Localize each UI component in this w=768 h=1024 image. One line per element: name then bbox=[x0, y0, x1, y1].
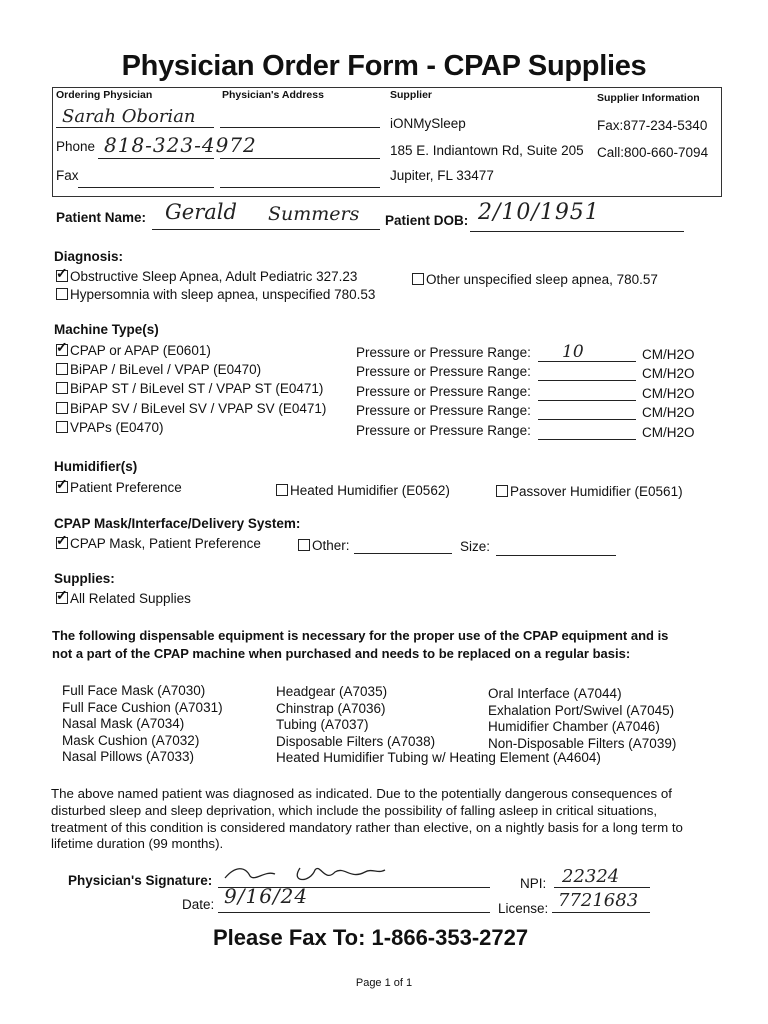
ordering-physician-label: Ordering Physician bbox=[56, 89, 153, 101]
diagnosis-hypersomnia-checkbox[interactable] bbox=[56, 288, 68, 300]
physician-address-label: Physician's Address bbox=[222, 89, 324, 101]
fax-line-2 bbox=[220, 187, 380, 188]
machine-vpaps-label: VPAPs (E0470) bbox=[70, 420, 164, 435]
col1-item: Nasal Pillows (A7033) bbox=[62, 749, 195, 764]
machine-cpap-label: CPAP or APAP (E0601) bbox=[70, 343, 211, 358]
col2-item: Tubing (A7037) bbox=[276, 717, 369, 732]
machine-bipap[interactable] bbox=[56, 362, 261, 377]
col2-item: Headgear (A7035) bbox=[276, 684, 388, 699]
phone-line bbox=[98, 158, 214, 159]
diagnosis-other[interactable] bbox=[412, 272, 658, 287]
humidifier-passover[interactable] bbox=[496, 484, 683, 499]
machine-bipap-checkbox[interactable] bbox=[56, 363, 68, 375]
license-line bbox=[552, 912, 650, 913]
supplier-address-2: Jupiter, FL 33477 bbox=[390, 168, 494, 183]
machine-bipap-st-label: BiPAP ST / BiLevel ST / VPAP ST (E0471) bbox=[70, 381, 324, 396]
unit-4: CM/H2O bbox=[642, 405, 695, 420]
machine-vpaps[interactable] bbox=[56, 420, 164, 435]
col1-item: Nasal Mask (A7034) bbox=[62, 716, 185, 731]
machine-cpap-checkbox[interactable] bbox=[56, 344, 68, 356]
mask-size-label: Size: bbox=[460, 539, 491, 554]
supplier-call: Call:800-660-7094 bbox=[597, 145, 709, 160]
machine-bipap-sv[interactable] bbox=[56, 401, 326, 416]
machine-bipap-sv-checkbox[interactable] bbox=[56, 402, 68, 414]
date-label: Date: bbox=[182, 897, 215, 912]
machine-cpap[interactable] bbox=[56, 343, 211, 358]
physician-name-line bbox=[56, 127, 214, 128]
diagnosis-hypersomnia-label: Hypersomnia with sleep apnea, unspecified 780.53 bbox=[70, 287, 376, 302]
patient-name-line bbox=[152, 229, 380, 230]
machine-bipap-label: BiPAP / BiLevel / VPAP (E0470) bbox=[70, 362, 262, 377]
supplier-info-label: Supplier Information bbox=[597, 92, 700, 104]
pressure-label-3: Pressure or Pressure Range: bbox=[356, 384, 531, 399]
patient-first-name[interactable]: Gerald bbox=[165, 200, 237, 224]
col1-item: Mask Cushion (A7032) bbox=[62, 732, 200, 748]
supplier-address-1: 185 E. Indiantown Rd, Suite 205 bbox=[390, 143, 584, 158]
mask-preference-label: CPAP Mask, Patient Preference bbox=[70, 536, 261, 551]
patient-dob-value[interactable]: 2/10/1951 bbox=[478, 200, 600, 225]
patient-dob-label: Patient DOB: bbox=[385, 213, 469, 228]
statement-line-4: lifetime duration (99 months). bbox=[51, 836, 224, 851]
diagnosis-other-checkbox[interactable] bbox=[412, 273, 424, 285]
diagnosis-heading: Diagnosis: bbox=[54, 249, 124, 264]
machine-bipap-sv-label: BiPAP SV / BiLevel SV / VPAP SV (E0471) bbox=[70, 401, 327, 416]
fax-label: Fax bbox=[56, 168, 79, 183]
humidifier-preference[interactable] bbox=[56, 480, 182, 495]
humidifier-heading: Humidifier(s) bbox=[54, 459, 138, 474]
diagnosis-osa[interactable] bbox=[56, 269, 357, 284]
pressure-label-5: Pressure or Pressure Range: bbox=[356, 423, 531, 438]
humidifier-heated-checkbox[interactable] bbox=[276, 484, 288, 496]
unit-1: CM/H2O bbox=[642, 347, 695, 362]
col3-item: Oral Interface (A7044) bbox=[488, 686, 622, 701]
statement-line-3: treatment of this condition is considered mandatory rather than elective, on a nightly basis for a long term to bbox=[51, 820, 683, 835]
patient-name-label: Patient Name: bbox=[56, 210, 147, 225]
humidifier-heated[interactable] bbox=[276, 483, 450, 498]
dispensable-column-1 bbox=[62, 683, 223, 766]
humidifier-preference-checkbox[interactable] bbox=[56, 481, 68, 493]
pressure-value-1[interactable]: 10 bbox=[562, 342, 584, 362]
col2-item: Disposable Filters (A7038) bbox=[276, 733, 436, 749]
npi-line bbox=[554, 887, 650, 888]
humidifier-preference-label: Patient Preference bbox=[70, 480, 182, 495]
machine-bipap-st-checkbox[interactable] bbox=[56, 382, 68, 394]
npi-label: NPI: bbox=[520, 876, 547, 891]
fax-line bbox=[78, 187, 214, 188]
diagnosis-other-label: Other unspecified sleep apnea, 780.57 bbox=[426, 272, 658, 287]
npi-value[interactable]: 22324 bbox=[562, 866, 620, 887]
col3-item: Humidifier Chamber (A7046) bbox=[488, 719, 660, 734]
mask-heading: CPAP Mask/Interface/Delivery System: bbox=[54, 516, 301, 531]
unit-2: CM/H2O bbox=[642, 366, 695, 381]
date-line bbox=[218, 912, 490, 913]
pressure-label-1: Pressure or Pressure Range: bbox=[356, 345, 531, 360]
supplier-name: iONMySleep bbox=[390, 116, 466, 131]
pressure-line-4 bbox=[538, 419, 636, 420]
statement-line-1: The above named patient was diagnosed as indicated. Due to the potentially dangerous consequences of bbox=[51, 786, 672, 801]
supplier-fax: Fax:877-234-5340 bbox=[597, 118, 708, 133]
mask-other-label: Other: bbox=[312, 538, 350, 553]
supplies-heading: Supplies: bbox=[54, 571, 115, 586]
col2-item: Chinstrap (A7036) bbox=[276, 700, 386, 716]
diagnosis-hypersomnia[interactable] bbox=[56, 287, 375, 302]
date-value[interactable]: 9/16/24 bbox=[224, 884, 309, 908]
pressure-label-4: Pressure or Pressure Range: bbox=[356, 403, 531, 418]
machine-heading: Machine Type(s) bbox=[54, 322, 159, 337]
supplies-all-checkbox[interactable] bbox=[56, 592, 68, 604]
mask-other-line bbox=[354, 553, 452, 554]
unit-5: CM/H2O bbox=[642, 425, 695, 440]
dispensable-line-2: not a part of the CPAP machine when purchased and needs to be replaced on a regular basis: bbox=[52, 646, 631, 661]
patient-dob-line bbox=[470, 231, 684, 232]
diagnosis-osa-checkbox[interactable] bbox=[56, 270, 68, 282]
phone-line-2 bbox=[220, 158, 380, 159]
statement-line-2: disturbed sleep and sleep deprivation, which include the possibility of falling asleep in critical situations, bbox=[51, 803, 658, 818]
machine-vpaps-checkbox[interactable] bbox=[56, 421, 68, 433]
machine-bipap-st[interactable] bbox=[56, 381, 323, 396]
unit-3: CM/H2O bbox=[642, 386, 695, 401]
mask-size-line bbox=[496, 555, 616, 556]
mask-other-checkbox[interactable] bbox=[298, 539, 310, 551]
col1-item: Full Face Mask (A7030) bbox=[62, 683, 206, 698]
supplier-label: Supplier bbox=[390, 89, 433, 101]
fax-to-line: Please Fax To: 1-866-353-2727 bbox=[213, 925, 529, 950]
col3-item: Non-Disposable Filters (A7039) bbox=[488, 735, 677, 751]
supplies-all-label: All Related Supplies bbox=[70, 591, 191, 606]
humidifier-passover-checkbox[interactable] bbox=[496, 485, 508, 497]
patient-last-name[interactable]: Summers bbox=[268, 203, 360, 225]
signature-label: Physician's Signature: bbox=[68, 873, 213, 888]
col3-item: Exhalation Port/Swivel (A7045) bbox=[488, 702, 675, 718]
col1-item: Full Face Cushion (A7031) bbox=[62, 699, 223, 715]
license-value[interactable]: 7721683 bbox=[558, 890, 639, 911]
page-title: Physician Order Form - CPAP Supplies bbox=[121, 50, 647, 82]
license-label: License: bbox=[498, 901, 549, 916]
phone-value[interactable]: 818-323-4972 bbox=[104, 133, 257, 157]
page-number: Page 1 of 1 bbox=[355, 977, 413, 989]
col2-item: Heated Humidifier Tubing w/ Heating Element (A4604) bbox=[276, 750, 601, 765]
humidifier-passover-label: Passover Humidifier (E0561) bbox=[510, 484, 683, 499]
physician-name-value[interactable]: Sarah Oborian bbox=[62, 106, 196, 127]
dispensable-column-3 bbox=[488, 686, 676, 752]
pressure-label-2: Pressure or Pressure Range: bbox=[356, 364, 531, 379]
diagnosis-osa-label: Obstructive Sleep Apnea, Adult Pediatric 327.23 bbox=[70, 269, 358, 284]
pressure-line-3 bbox=[538, 400, 636, 401]
mask-preference[interactable] bbox=[56, 536, 261, 551]
pressure-line-2 bbox=[538, 380, 636, 381]
physician-address-line bbox=[220, 127, 380, 128]
supplies-all[interactable] bbox=[56, 591, 191, 606]
dispensable-line-1: The following dispensable equipment is necessary for the proper use of the CPAP equipment and is bbox=[52, 628, 669, 643]
phone-label: Phone bbox=[56, 139, 96, 154]
mask-preference-checkbox[interactable] bbox=[56, 537, 68, 549]
humidifier-heated-label: Heated Humidifier (E0562) bbox=[290, 483, 450, 498]
pressure-line-1 bbox=[538, 361, 636, 362]
pressure-line-5 bbox=[538, 439, 636, 440]
mask-other[interactable] bbox=[298, 538, 350, 553]
